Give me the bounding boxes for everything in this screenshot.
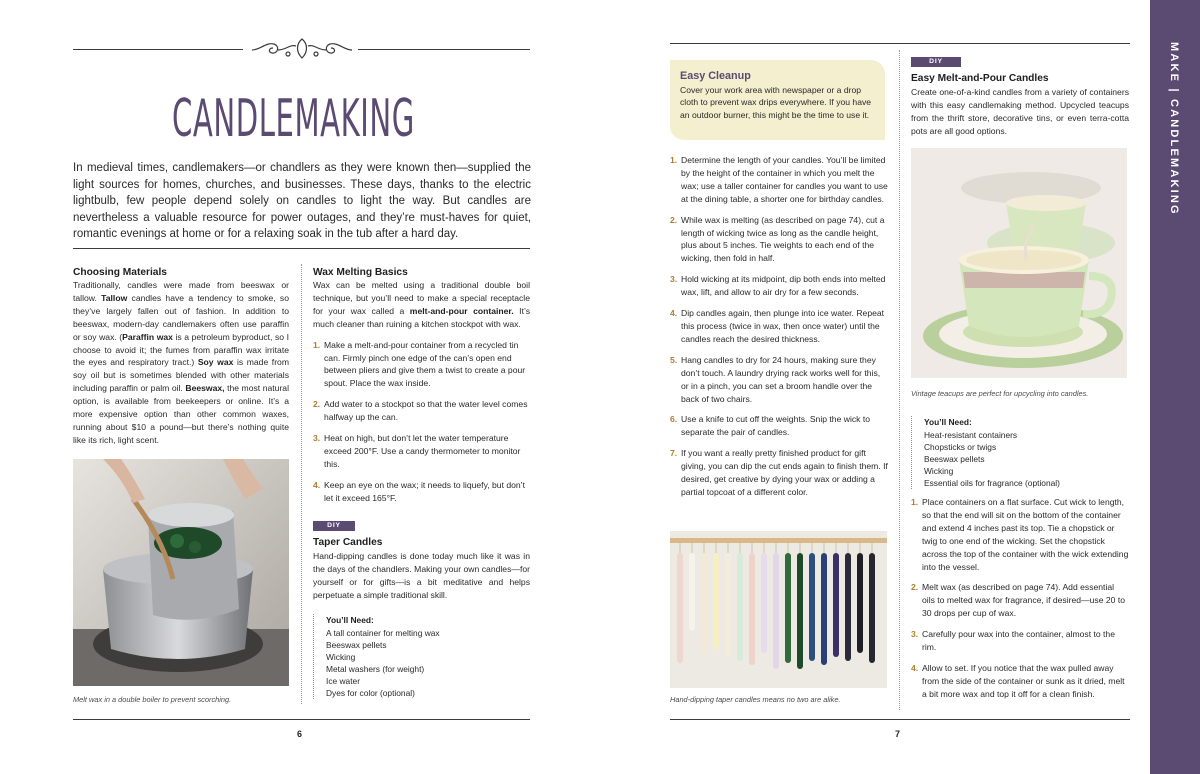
step-number: 2. (313, 399, 321, 410)
step-text: Add water to a stockpot so that the water level comes halfway up the can. (324, 399, 528, 423)
melt-pour-text: Create one-of-a-kind candles from a variety of containers with this easy candlemaking method. Upcycled teacups from the thrift store, decorative tins, or even terra-cotta pots are all good options. (911, 87, 1129, 136)
text-run: is a petroleum byproduct, so I choose to avoid it; the fumes from paraffin wax irritate the eyes and respiratory tract.) (73, 331, 289, 368)
need-item: Essential oils for fragrance (optional) (924, 478, 1060, 488)
step-text: Dip candles again, then plunge into ice water. Repeat this process (twice in wax, then once water) until the candles reach the desired thickness. (681, 308, 885, 344)
list-item (911, 496, 1129, 573)
easy-cleanup-callout (670, 60, 885, 140)
top-rule-right (358, 49, 530, 50)
step-number: 4. (670, 308, 678, 319)
term-melt-and-pour: melt-and-pour container. (409, 305, 514, 316)
step-number: 1. (313, 339, 321, 350)
step-number: 1. (670, 155, 678, 165)
step-number: 7. (670, 448, 678, 459)
taper-candles-text: Hand-dipping candles is done today much like it was in the days of the chandlers. Making your own candles—for yourself or for gifts—is a bit meditative and helps perpetuate a simple traditional skill. (313, 551, 530, 600)
taper-candles-photo (670, 531, 887, 688)
page-title: CANDLEMAKING (172, 89, 415, 149)
step-number: 2. (670, 214, 678, 225)
double-boiler-illustration (73, 459, 289, 686)
taper-candles-caption: Hand-dipping taper candles means no two are alike. (670, 695, 841, 704)
text-run: candles have a tendency to smoke, so they’ve largely fallen out of fashion. In addition to beeswax, modern-day candlemakers often use paraffin or soy wax. ( (73, 292, 289, 342)
diy-tag-melt-pour: DIY (911, 57, 961, 67)
step-text: Keep an eye on the wax; it needs to liquefy, but don’t let it exceed 165°F. (324, 479, 525, 503)
step-text: Heat on high, but don’t let the water temperature exceed 200°F. Use a candy thermometer to monitor this. (324, 433, 521, 469)
taper-steps (670, 154, 888, 499)
taper-candles-heading: Taper Candles (313, 537, 383, 548)
list-item (670, 354, 888, 406)
taper-needs-list (313, 614, 530, 699)
need-item: Chopsticks or twigs (924, 442, 997, 452)
term-soy: Soy wax (197, 357, 234, 368)
step-text: Carefully pour wax into the container, almost to the rim. (922, 629, 1115, 653)
easy-cleanup-text: Cover your work area with newspaper or a drop cloth to prevent wax drips everywhere. If you have an outdoor burner, this might be the time to use it. (680, 85, 872, 120)
needs-heading: You’ll Need: (924, 417, 972, 427)
list-item (670, 307, 888, 346)
melt-pour-heading: Easy Melt-and-Pour Candles (911, 73, 1049, 84)
list-item (670, 447, 888, 499)
wax-melting-steps (313, 339, 530, 505)
step-number: 3. (670, 274, 678, 285)
wax-melting-heading: Wax Melting Basics (313, 267, 408, 278)
text-run: the most natural option, is available from beekeepers or online. It’s a more expensive option than other common waxes, running about $10 a pound—but there’s nothing quite like its rich, light scent. (73, 383, 289, 445)
step-text: Hang candles to dry for 24 hours, making sure they don’t touch. A laundry drying rack works well for this, or in a pinch, you can set a broom handle over the back of two chairs. (681, 354, 881, 404)
term-beeswax: Beeswax, (185, 383, 225, 394)
flourish-ornament-icon (250, 36, 354, 62)
text-run: It’s much cleaner than ruining a kitchen stockpot with wax. (313, 305, 531, 329)
step-text: If you want a really pretty finished product for gift giving, you can dip the cut ends again to finish them. If desired, get creative by dying your wax or adding a partial topcoat of a different color. (681, 448, 888, 497)
list-item (313, 479, 530, 505)
need-item: Wicking (924, 466, 954, 476)
text-run: Wax can be melted using a traditional double boil technique, but you’ll need to make a special receptacle for your wax called a (313, 280, 530, 316)
diy-tag-taper: DIY (313, 521, 355, 531)
text-run: is made from soy oil but is sometimes blended with other materials including paraffin or palm oil. (73, 357, 289, 394)
easy-cleanup-heading: Easy Cleanup (680, 70, 751, 82)
step-number: 3. (313, 433, 321, 444)
intro-paragraph: In medieval times, candlemakers—or chandlers as they were known then—supplied the light sources for homes, churches, and businesses. These days, thanks to the electric lightbulb, few people depend solely on candles to light the way. But candles are nevertheless a valuable resource for power outages, and they’re must-haves for quiet, romantic evenings at home or for a relaxing soak in the tub after a hard day. (73, 162, 531, 241)
list-item (313, 432, 530, 471)
needs-heading: You’ll Need: (326, 615, 374, 625)
term-paraffin: Paraffin wax (122, 331, 173, 342)
step-number: 1. (911, 497, 919, 507)
page-number-left: 6 (297, 729, 303, 739)
step-text: Hold wicking at its midpoint, dip both ends into melted wax, lift, and allow to air dry for a few seconds. (681, 274, 886, 298)
list-item (313, 339, 530, 391)
step-number: 5. (670, 354, 678, 365)
melt-pour-steps-section (911, 488, 1129, 701)
text-run: Traditionally, candles were made from beeswax or tallow. (73, 280, 289, 303)
step-number: 2. (911, 582, 919, 593)
melt-pour-section (911, 72, 1129, 138)
teacup-caption: Vintage teacups are perfect for upcycling into candles. (911, 389, 1089, 398)
need-item: Ice water (326, 676, 360, 686)
column-divider-right (899, 50, 900, 710)
taper-candles-section (313, 536, 530, 602)
step-text: Place containers on a flat surface. Cut wick to length, so that the end will sit on the bottom of the container and extend 4 inches past its top. Tie a chopstick or twig to one end of the wicking. Set the chopstick across the top of the container with the wick extending into the vessel. (922, 497, 1129, 572)
choosing-materials-text (73, 279, 289, 447)
taper-steps-section (670, 146, 888, 499)
list-item (670, 273, 888, 299)
list-item (911, 662, 1129, 701)
step-text: Allow to set. If you notice that the wax pulled away from the side of the container or sunk as it dried, melt a bit more wax and top it off for a clean finish. (922, 662, 1125, 699)
list-item (670, 154, 888, 206)
wax-melting-section (313, 266, 530, 505)
top-rule-right-page (670, 43, 1130, 44)
top-rule-left (73, 49, 243, 50)
step-number: 3. (911, 629, 919, 640)
step-number: 6. (670, 414, 678, 425)
need-item: Beeswax pellets (924, 454, 985, 464)
double-boiler-photo (73, 459, 289, 686)
wax-melting-text (313, 279, 530, 331)
step-text: Determine the length of your candles. You’ll be limited by the height of the container in which you melt the wax; use a taller container for candles you want to use at the dining table, a shorter one for birthday candles. (681, 155, 888, 204)
need-item: Dyes for color (optional) (326, 688, 415, 698)
step-text: Make a melt-and-pour container from a recycled tin can. Firmly pinch one edge of the can’s open end between pliers and give them a twist to create a pour spout. Place the wax inside. (324, 339, 526, 389)
sidebar-label: MAKE | CANDLEMAKING (1168, 42, 1180, 216)
melt-pour-steps (911, 496, 1129, 701)
hanging-tapers-illustration (670, 531, 887, 688)
step-number: 4. (911, 662, 919, 673)
column-divider-left (301, 264, 302, 704)
bottom-rule-left (73, 719, 530, 720)
list-item (313, 398, 530, 424)
step-text: Use a knife to cut off the weights. Snip the wick to separate the pair of candles. (681, 414, 871, 438)
sidebar-label-wrap (1166, 42, 1184, 216)
teacup-photo (911, 148, 1127, 378)
term-tallow: Tallow (101, 292, 128, 303)
need-item: Metal washers (for weight) (326, 664, 425, 674)
section-sidebar-tab (1150, 0, 1200, 774)
need-item: A tall container for melting wax (326, 628, 440, 638)
page-number-right: 7 (895, 729, 901, 739)
need-item: Wicking (326, 652, 356, 662)
step-text: While wax is melting (as described on page 74), cut a length of wicking twice as long as the candle height, plus about 5 inches. Tie weights to each end of the wicking, then fold in half. (681, 214, 885, 264)
teacup-illustration (911, 148, 1127, 378)
double-boiler-caption: Melt wax in a double boiler to prevent scorching. (73, 695, 232, 704)
list-item (670, 413, 888, 439)
list-item (911, 628, 1129, 654)
choosing-materials-section (73, 266, 289, 447)
step-text: Melt wax (as described on page 74). Add essential oils to melted wax for fragrance, if desired—use 20 to 30 drops per cup of wax. (922, 582, 1126, 619)
choosing-materials-heading: Choosing Materials (73, 267, 167, 278)
need-item: Beeswax pellets (326, 640, 387, 650)
list-item (670, 214, 888, 266)
step-number: 4. (313, 479, 321, 490)
need-item: Heat-resistant containers (924, 430, 1018, 440)
intro-bottom-rule (73, 248, 530, 249)
list-item (911, 581, 1129, 620)
melt-pour-needs-list (911, 416, 1129, 489)
bottom-rule-right (670, 719, 1130, 720)
